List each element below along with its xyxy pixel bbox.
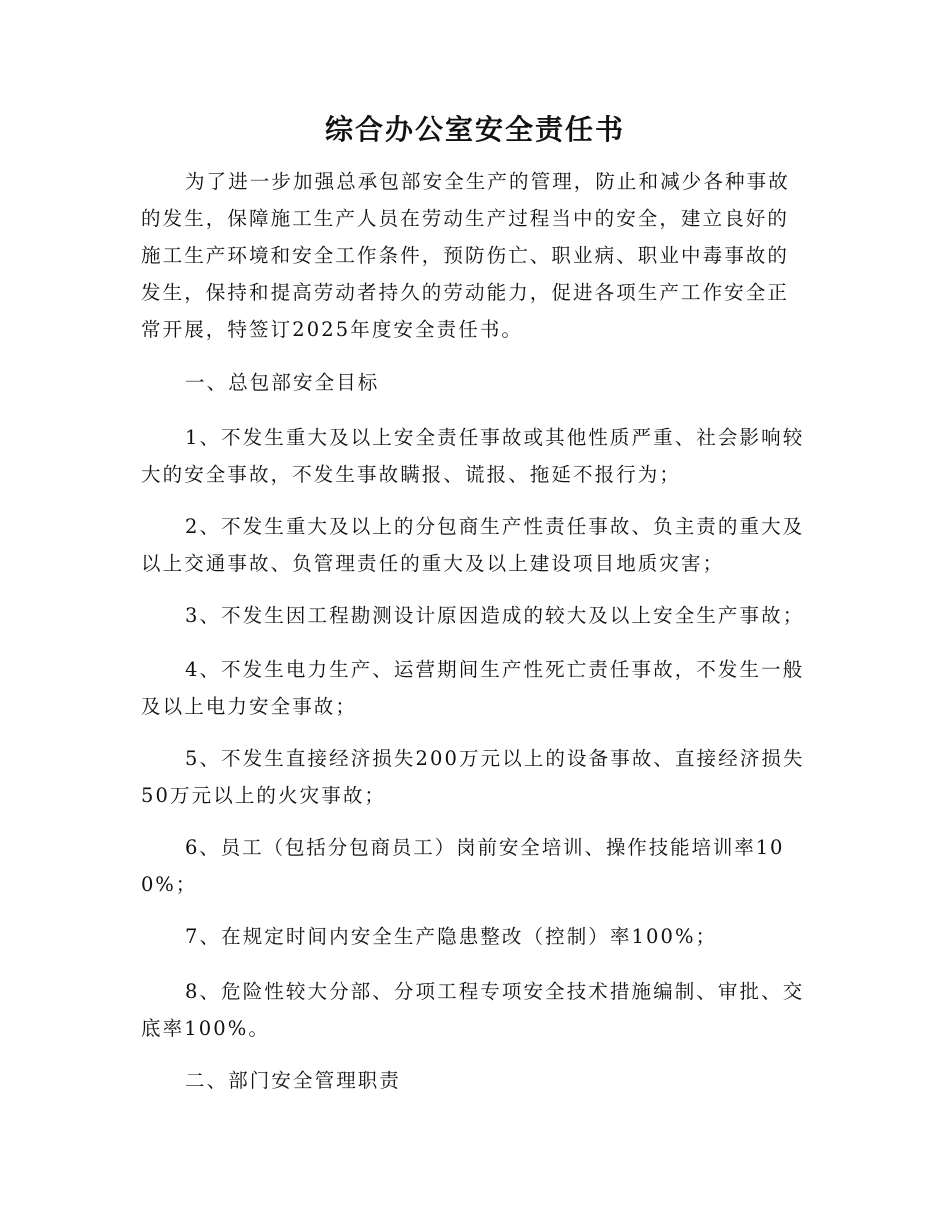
goal-item-5: 5、不发生直接经济损失200万元以上的设备事故、直接经济损失50万元以上的火灾事故； <box>141 747 805 807</box>
goal-item-7: 7、在规定时间内安全生产隐患整改（控制）率100%； <box>185 925 718 948</box>
goal-item-2: 2、不发生重大及以上的分包商生产性责任事故、负主责的重大及以上交通事故、负管理责任的重大及以上建设项目地质灾害； <box>141 515 805 575</box>
goal-item-4: 4、不发生电力生产、运营期间生产性死亡责任事故，不发生一般及以上电力安全事故； <box>141 658 805 718</box>
section-heading-safety-goals: 一、总包部安全目标 <box>185 371 380 394</box>
goal-item-3: 3、不发生因工程勘测设计原因造成的较大及以上安全生产事故； <box>185 604 805 627</box>
section-heading-responsibilities: 二、部门安全管理职责 <box>185 1069 402 1092</box>
document-title: 综合办公室安全责任书 <box>324 113 625 146</box>
goal-item-8: 8、危险性较大分部、分项工程专项安全技术措施编制、审批、交底率100%。 <box>141 980 805 1040</box>
intro-paragraph: 为了进一步加强总承包部安全生产的管理，防止和减少各种事故的发生，保障施工生产人员在劳动生产过程当中的安全，建立良好的施工生产环境和安全工作条件，预防伤亡、职业病、职业中毒事故的发生，保持和提高劳动者持久的劳动能力，促进各项生产工作安全正常开展，特签订2025年度安全责任书。 <box>141 170 790 341</box>
goal-item-6: 6、员工（包括分包商员工）岗前安全培训、操作技能培训率100%； <box>141 836 785 896</box>
goal-item-1: 1、不发生重大及以上安全责任事故或其他性质严重、社会影响较大的安全事故，不发生事故瞒报、谎报、拖延不报行为； <box>141 426 805 486</box>
